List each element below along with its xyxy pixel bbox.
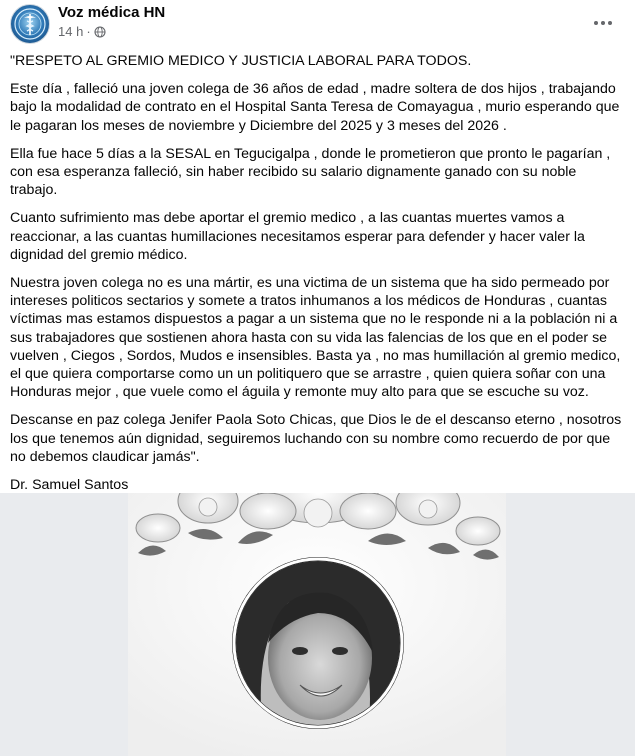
post-body (10, 52, 626, 512)
post-paragraph: Ella fue hace 5 días a la SESAL en Tegucigalpa , donde le prometieron que pronto le pagarían , con esa esperanza falleció, sin haber recibido su salario dignamente ganado con su noble trabajo. (10, 145, 611, 199)
post-image-container[interactable] (0, 493, 635, 756)
post-paragraph: Cuanto sufrimiento mas debe aportar el gremio medico , a las cuantas muertes vamos a reaccionar, a las cuantas humillaciones necesitamos esperar para defender y hacer valer la dignidad del gremio médico. (10, 210, 585, 263)
caduceus-logo-icon (11, 5, 49, 43)
post-time[interactable]: 14 h (58, 24, 84, 39)
post-paragraph: Este día , falleció una joven colega de 36 años de edad , madre soltera de dos hijos , trabajando bajo la modalidad de contrato en el Hospital Santa Teresa de Comayagua , murio esperando que le pagaran los meses de noviembre y Diciembre del 2025 y 3 meses del 2026 . (10, 81, 620, 134)
more-options-icon (593, 20, 613, 26)
post-header (0, 0, 635, 48)
page-avatar[interactable] (10, 4, 50, 44)
globe-icon (94, 26, 106, 38)
more-options-button[interactable] (585, 8, 621, 38)
post-paragraph: "RESPETO AL GREMIO MEDICO Y JUSTICIA LABORAL PARA TODOS. (10, 53, 472, 69)
memorial-photo (128, 493, 506, 756)
page-name[interactable]: Voz médica HN (58, 4, 166, 21)
post-paragraph: Descanse en paz colega Jenifer Paola Soto Chicas, que Dios le de el descanso eterno , nosotros los que tenemos aún dignidad, seguiremos luchando con su nombre como recuerdo de por que no debemos claudicar jamás". (10, 412, 622, 465)
memorial-image[interactable] (128, 493, 506, 756)
post-meta (58, 24, 106, 39)
meta-separator: · (86, 24, 91, 39)
signature-name: Dr. Samuel Santos (10, 477, 129, 494)
post-paragraph: Nuestra joven colega no es una mártir, es una victima de un sistema que ha sido permeado por intereses politicos sectarios y somete a tratos inhumanos a los médicos de Honduras , cuantas víctimas mas estamos dispuestos a pagar a un sistema que no le responde ni a la población ni a sus trabajadores que sostienen ahora hasta con su vida las falencias de los que en el poder se vuelven , Ciegos , Sordos, Mudos e insensibles. Basta ya , no mas humillación al gremio medico, el que quiera comportarse como un un politiquero que se arrastre , quien quiera soñar con una Honduras mejor , que vuele como el águila y remonte muy alto para que se escuche su voz. (10, 275, 621, 401)
